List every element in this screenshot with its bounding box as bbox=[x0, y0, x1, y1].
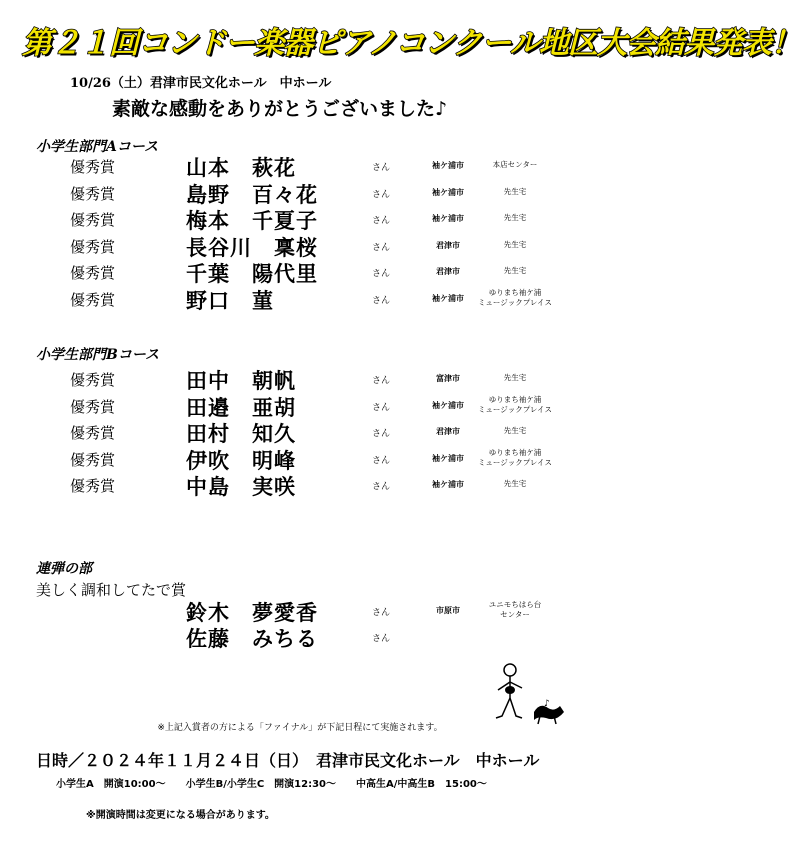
result-name: 伊吹 明峰 bbox=[186, 447, 296, 473]
section-heading-duet: 連弾の部 bbox=[36, 561, 92, 577]
result-city: 袖ケ浦市 bbox=[432, 453, 464, 463]
result-city: 袖ケ浦市 bbox=[432, 480, 464, 489]
result-venue: 本店センター bbox=[492, 160, 538, 169]
result-row bbox=[0, 365, 600, 391]
result-award: 優秀賞 bbox=[70, 477, 116, 495]
thanks-message: 素敵な感動をありがとうございました♪ bbox=[112, 98, 448, 120]
final-note: ※上記入賞者の方による「ファイナル」が下記日程にて実施されます。 bbox=[157, 723, 443, 733]
page-title: 第２１回コンドー楽器ピアノコンクール地区大会結果発表！ bbox=[22, 26, 800, 61]
result-san: さん bbox=[372, 163, 391, 173]
result-row bbox=[0, 623, 600, 649]
result-name: 野口 菫 bbox=[186, 287, 274, 313]
result-row bbox=[0, 445, 600, 471]
result-san: さん bbox=[372, 269, 391, 279]
result-award: 優秀賞 bbox=[70, 371, 116, 389]
result-award: 優秀賞 bbox=[70, 290, 116, 309]
result-san: さん bbox=[372, 189, 391, 200]
result-city: 袖ケ浦市 bbox=[432, 187, 464, 197]
result-san: さん bbox=[372, 242, 391, 253]
event-date-venue: 10/26（土）君津市民文化ホール 中ホール bbox=[70, 76, 332, 91]
result-venue: 先生宅 bbox=[503, 186, 527, 196]
result-venue: ゆりまち袖ケ浦 ミュージックプレイス bbox=[478, 394, 552, 414]
result-award: 優秀賞 bbox=[70, 264, 116, 282]
result-city: 君津市 bbox=[436, 240, 460, 250]
result-city: 君津市 bbox=[436, 267, 460, 276]
result-venue: 先生宅 bbox=[503, 373, 527, 382]
result-venue: 先生宅 bbox=[503, 479, 527, 488]
result-award: 優秀賞 bbox=[70, 237, 116, 256]
result-name: 島野 百々花 bbox=[186, 181, 318, 207]
result-city: 富津市 bbox=[436, 374, 460, 383]
result-award: 優秀賞 bbox=[70, 397, 116, 416]
result-row bbox=[0, 258, 600, 284]
section-heading-b: 小学生部門Bコース bbox=[36, 347, 160, 363]
result-award: 優秀賞 bbox=[70, 184, 116, 203]
result-city: 袖ケ浦市 bbox=[432, 400, 464, 410]
result-city: 袖ケ浦市 bbox=[432, 161, 464, 170]
time-change-note: ※開演時間は変更になる場合があります。 bbox=[86, 810, 275, 821]
result-row bbox=[0, 285, 600, 311]
result-city: 袖ケ浦市 bbox=[432, 293, 464, 303]
result-city: 市原市 bbox=[436, 606, 460, 615]
result-san: さん bbox=[372, 482, 391, 492]
result-name: 田中 朝帆 bbox=[186, 368, 296, 393]
result-row bbox=[0, 392, 600, 418]
result-san: さん bbox=[372, 295, 391, 306]
result-city: 袖ケ浦市 bbox=[432, 214, 464, 223]
result-row bbox=[0, 471, 600, 497]
result-name: 田村 知久 bbox=[186, 421, 296, 446]
result-row bbox=[0, 152, 600, 178]
result-row bbox=[0, 597, 600, 623]
final-start-times: 小学生A 開演10:00～ 小学生B/小学生C 開演12:30～ 中高生A/中高生B 15:00～ bbox=[56, 779, 487, 790]
result-city: 君津市 bbox=[436, 427, 460, 436]
result-award: 優秀賞 bbox=[70, 424, 116, 442]
result-san: さん bbox=[372, 608, 391, 618]
result-name: 佐藤 みちる bbox=[186, 626, 318, 651]
result-row bbox=[0, 232, 600, 258]
result-award: 優秀賞 bbox=[70, 211, 116, 229]
result-name: 鈴木 夢愛香 bbox=[186, 600, 318, 625]
result-san: さん bbox=[372, 455, 391, 466]
result-san: さん bbox=[372, 376, 391, 386]
result-san: さん bbox=[372, 429, 391, 439]
result-name: 梅本 千夏子 bbox=[186, 208, 318, 233]
result-venue: 先生宅 bbox=[503, 266, 527, 275]
result-venue: ゆりまち袖ケ浦 ミュージックプレイス bbox=[478, 447, 552, 467]
svg-text:♪: ♪ bbox=[544, 699, 550, 709]
result-name: 千葉 陽代里 bbox=[186, 261, 318, 286]
result-venue: 先生宅 bbox=[503, 213, 527, 222]
result-row bbox=[0, 179, 600, 205]
final-date-venue: 日時／２０２４年１１月２４日（日） 君津市民文化ホール 中ホール bbox=[36, 751, 540, 770]
result-name: 田邉 亜胡 bbox=[186, 394, 296, 420]
result-venue: ユニモちはら台 センター bbox=[488, 600, 542, 619]
result-venue: 先生宅 bbox=[503, 426, 527, 435]
result-row bbox=[0, 205, 600, 231]
result-award: 優秀賞 bbox=[70, 158, 116, 176]
result-row bbox=[0, 418, 600, 444]
section-heading-a: 小学生部門Aコース bbox=[36, 139, 159, 155]
result-venue: ゆりまち袖ケ浦 ミュージックプレイス bbox=[478, 287, 552, 307]
result-venue: 先生宅 bbox=[503, 239, 527, 249]
result-award: 優秀賞 bbox=[70, 450, 116, 469]
result-name: 長谷川 稟桜 bbox=[186, 234, 318, 260]
result-san: さん bbox=[372, 402, 391, 413]
duet-award: 美しく調和してたで賞 bbox=[36, 581, 187, 599]
result-san: さん bbox=[372, 634, 391, 644]
result-name: 山本 萩花 bbox=[186, 155, 296, 180]
result-name: 中島 実咲 bbox=[186, 474, 296, 499]
result-san: さん bbox=[372, 216, 391, 226]
